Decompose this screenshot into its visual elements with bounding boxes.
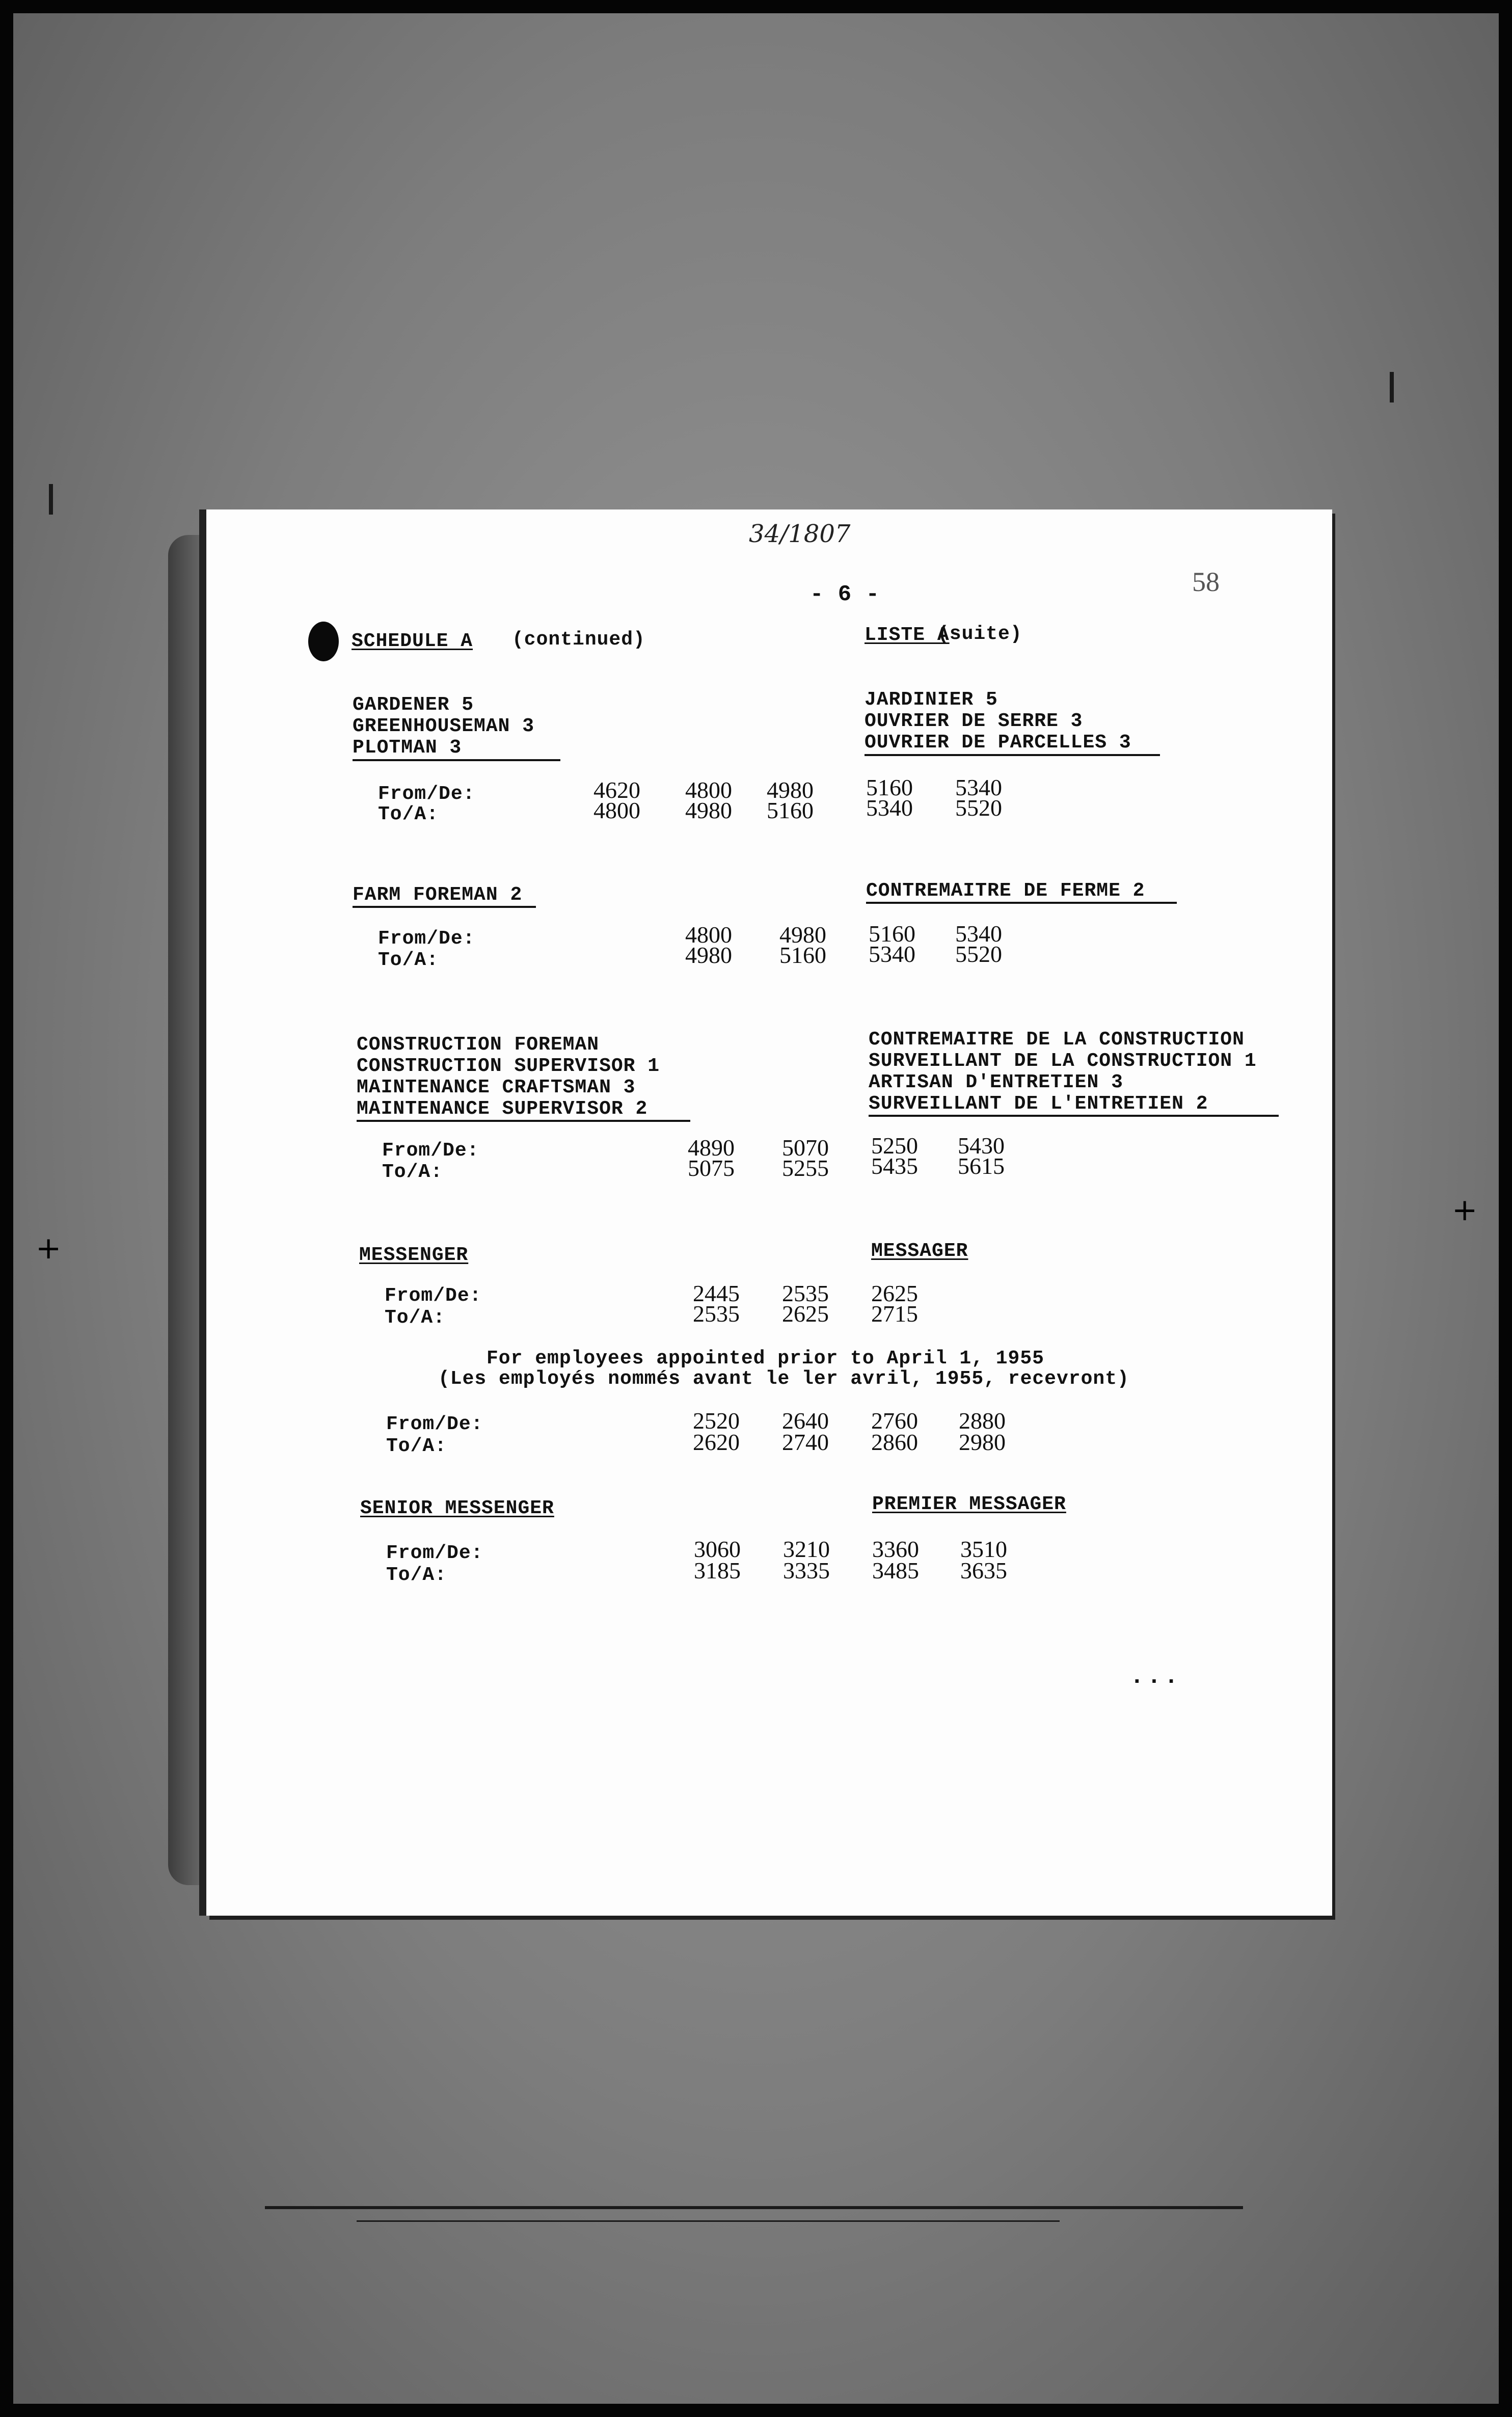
title-underline — [357, 1120, 690, 1122]
salary-to: 5435 — [871, 1153, 918, 1179]
bottom-edge-line — [265, 2206, 1243, 2209]
salary-from: 4620 — [593, 777, 640, 803]
stamp-number: 58 — [1192, 567, 1220, 597]
salary-from: 5430 — [958, 1133, 1005, 1159]
to-label: To/A: — [385, 1307, 446, 1329]
salary-to: 2980 — [959, 1429, 1006, 1455]
job-title-fr: OUVRIER DE PARCELLES 3 — [865, 732, 1131, 754]
schedule-subtitle: (continued) — [512, 629, 645, 651]
job-title-fr: SURVEILLANT DE L'ENTRETIEN 2 — [869, 1093, 1208, 1115]
job-title-en: PLOTMAN 3 — [353, 737, 462, 759]
from-label: From/De: — [378, 928, 475, 950]
handwritten-reference: 34/1807 — [749, 520, 851, 548]
to-label: To/A: — [378, 949, 439, 971]
job-title-fr: PREMIER MESSAGER — [872, 1493, 1066, 1515]
schedule-title: SCHEDULE A — [352, 630, 473, 652]
job-title-fr: MESSAGER — [871, 1240, 968, 1262]
salary-to: 5075 — [688, 1155, 735, 1181]
salary-to: 3635 — [960, 1557, 1007, 1583]
job-title-en: CONSTRUCTION SUPERVISOR 1 — [357, 1055, 660, 1077]
salary-to: 2860 — [871, 1429, 918, 1455]
salary-to: 5520 — [955, 795, 1002, 821]
salary-from: 2640 — [782, 1408, 829, 1434]
salary-from: 2625 — [871, 1280, 918, 1306]
salary-to: 5340 — [869, 941, 915, 967]
registration-mark-right: + — [1452, 1192, 1478, 1228]
salary-to: 5160 — [767, 797, 814, 823]
salary-to: 4980 — [685, 797, 732, 823]
salary-to: 5160 — [779, 942, 826, 968]
salary-from: 5160 — [869, 921, 915, 947]
salary-from: 5160 — [866, 774, 913, 800]
job-title-fr: CONTREMAITRE DE FERME 2 — [866, 880, 1145, 902]
from-label: From/De: — [386, 1542, 483, 1564]
salary-from: 2445 — [693, 1280, 740, 1306]
salary-from: 3360 — [872, 1536, 919, 1562]
job-title-en: MAINTENANCE CRAFTSMAN 3 — [357, 1077, 636, 1098]
continuation-marker: ... — [1130, 1663, 1181, 1690]
salary-from: 2520 — [693, 1408, 740, 1434]
job-title-en: GREENHOUSEMAN 3 — [353, 715, 535, 737]
from-label: From/De: — [386, 1413, 483, 1435]
job-title-en: MAINTENANCE SUPERVISOR 2 — [357, 1098, 648, 1120]
film-tick-left — [49, 484, 53, 515]
to-label: To/A: — [386, 1564, 447, 1586]
salary-to: 4980 — [685, 942, 732, 968]
salary-from: 3210 — [783, 1536, 830, 1562]
title-underline — [866, 902, 1177, 904]
job-title-en: GARDENER 5 — [353, 694, 474, 716]
film-tick-right — [1390, 372, 1394, 402]
job-title-fr: CONTREMAITRE DE LA CONSTRUCTION — [869, 1029, 1245, 1051]
salary-from: 5340 — [955, 774, 1002, 800]
job-title-en: SENIOR MESSENGER — [360, 1497, 554, 1519]
from-label: From/De: — [378, 783, 475, 805]
registration-mark-left: + — [36, 1230, 62, 1266]
from-label: From/De: — [382, 1140, 479, 1162]
salary-to: 3485 — [872, 1557, 919, 1583]
salary-to: 5340 — [866, 795, 913, 821]
title-underline — [353, 759, 560, 761]
salary-from: 2880 — [959, 1408, 1006, 1434]
page-number: - 6 - — [810, 582, 880, 607]
salary-from: 4980 — [779, 922, 826, 948]
salary-to: 2715 — [871, 1301, 918, 1327]
title-underline — [865, 754, 1160, 756]
salary-to: 5615 — [958, 1153, 1005, 1179]
salary-to: 5520 — [955, 941, 1002, 967]
salary-to: 2740 — [782, 1429, 829, 1455]
job-title-fr: OUVRIER DE SERRE 3 — [865, 710, 1083, 732]
salary-from: 5250 — [871, 1133, 918, 1159]
salary-from: 3060 — [694, 1536, 741, 1562]
title-underline — [869, 1115, 1279, 1117]
salary-from: 4890 — [688, 1135, 735, 1161]
job-title-fr: SURVEILLANT DE LA CONSTRUCTION 1 — [869, 1050, 1257, 1072]
salary-to: 3185 — [694, 1557, 741, 1583]
salary-from: 5340 — [955, 921, 1002, 947]
salary-to: 3335 — [783, 1557, 830, 1583]
liste-subtitle: (suite) — [937, 623, 1022, 645]
salary-to: 2620 — [693, 1429, 740, 1455]
job-title-en: FARM FOREMAN 2 — [353, 884, 523, 906]
job-title-fr: ARTISAN D'ENTRETIEN 3 — [869, 1071, 1123, 1093]
punch-hole — [308, 622, 339, 661]
note-french: (Les employés nommés avant le ler avril, 1955, recevront) — [438, 1368, 1129, 1390]
salary-from: 4800 — [685, 777, 732, 803]
to-label: To/A: — [382, 1161, 443, 1183]
salary-from: 4800 — [685, 922, 732, 948]
to-label: To/A: — [386, 1435, 447, 1457]
salary-to: 2535 — [693, 1301, 740, 1327]
bottom-edge-line-2 — [357, 2220, 1060, 2222]
liste-title: LISTE A — [865, 624, 950, 646]
salary-from: 5070 — [782, 1135, 829, 1161]
salary-to: 5255 — [782, 1155, 829, 1181]
job-title-en: MESSENGER — [359, 1244, 469, 1266]
salary-from: 2535 — [782, 1280, 829, 1306]
salary-to: 4800 — [593, 797, 640, 823]
note-english: For employees appointed prior to April 1, 1955 — [487, 1348, 1044, 1369]
from-label: From/De: — [385, 1285, 482, 1307]
salary-to: 2625 — [782, 1301, 829, 1327]
salary-from: 4980 — [767, 777, 814, 803]
job-title-fr: JARDINIER 5 — [865, 689, 998, 711]
salary-from: 3510 — [960, 1536, 1007, 1562]
title-underline — [353, 906, 536, 908]
to-label: To/A: — [378, 803, 439, 825]
job-title-en: CONSTRUCTION FOREMAN — [357, 1034, 600, 1056]
salary-from: 2760 — [871, 1408, 918, 1434]
